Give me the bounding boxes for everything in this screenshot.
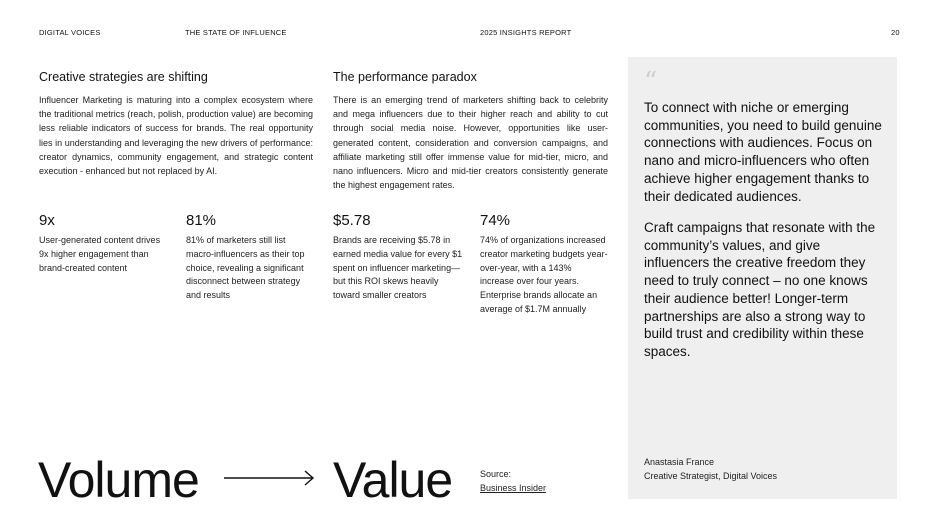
middle-section-title: The performance paradox [333,70,477,84]
header-brand: DIGITAL VOICES [39,28,101,37]
page-number: 20 [891,28,900,37]
quote-mark-icon: “ [644,67,658,97]
header-section: THE STATE OF INFLUENCE [185,28,287,37]
stat-value-emv: $5.78 [333,212,371,229]
quote-paragraph-2: Craft campaigns that resonate with the community’s values, and give influencers the creative freedom they need to truly connect – no one knows their audience better! Longer-term partnerships are also a strong way to build trust and credibility within these spaces. [644,220,876,359]
stat-desc-ugc: User-generated content drives 9x higher engagement than brand-created content [39,235,161,273]
stat-value-ugc: 9x [39,212,55,229]
stat-desc-macro: 81% of marketers still list macro-influencers as their top choice, revealing a significant disconnect between strategy and results [186,235,305,301]
value-word: Value [333,452,453,508]
left-section-title: Creative strategies are shifting [39,70,208,84]
stat-desc-emv: Brands are receiving $5.78 in earned media value for every $1 spent on influencer marketing—but this ROI skews heavily toward smaller creators [333,235,463,301]
stat-desc-budgets: 74% of organizations increased creator marketing budgets year-over-year, with a 143% increase over four years. Enterprise brands allocate an average of $1.7M annually [480,235,608,314]
source-label: Source: [480,469,512,479]
middle-section-body: There is an emerging trend of marketers shifting back to celebrity and mega influencers due to their higher reach and ability to cut through social media noise. However, opportunities like user-generated content, consideration and conversion campaigns, and affiliate marketing still offer immense value for mid-tier, micro, and nano influencers. Micro and mid-tier creators consistently generate the highest engagement rates. [333,95,608,191]
left-section-body: Influencer Marketing is maturing into a complex ecosystem where the traditional metrics (reach, polish, production value) are becoming less reliable indicators of success for brands. The real opportunity lies in understanding and leveraging the new drivers of performance: creator dynamics, community engagement, and strategic content execution - enhanced but not replaced by AI. [39,95,313,177]
stat-value-macro: 81% [186,212,217,229]
volume-word: Volume [38,452,199,508]
stat-value-budgets: 74% [480,212,511,229]
source-link[interactable]: Business Insider [480,483,547,493]
quote-author-role: Creative Strategist, Digital Voices [644,471,778,481]
quote-panel [628,57,897,499]
quote-paragraph-1: To connect with niche or emerging communities, you need to build genuine connections with audiences. Focus on nano and micro-influencers who often achieve higher engagement thanks to their dedicated audiences. [644,100,882,204]
source-block [480,467,546,495]
right-arrow-icon [224,468,316,488]
quote-author: Anastasia France [644,457,715,467]
header-report: 2025 INSIGHTS REPORT [480,28,572,37]
